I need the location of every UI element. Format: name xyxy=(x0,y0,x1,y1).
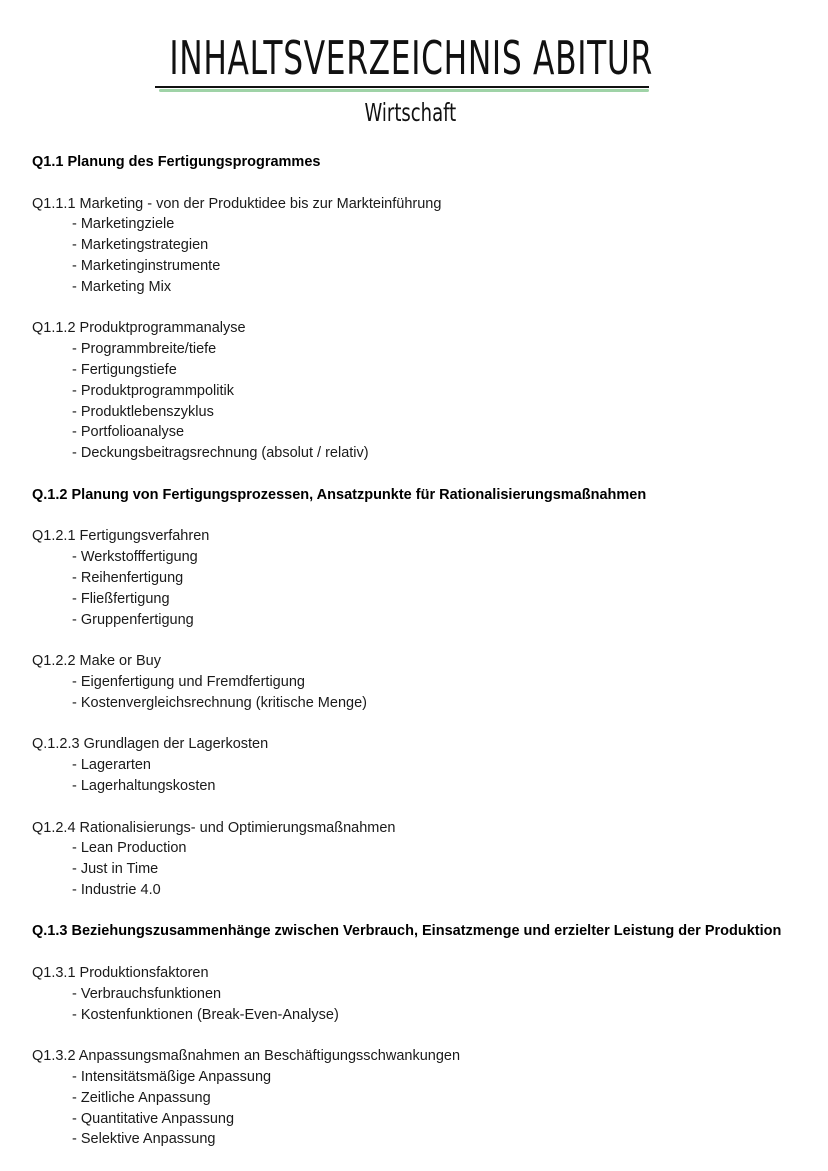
list-item: - Marketingziele xyxy=(72,216,175,233)
document-title: INHALTSVERZEICHNIS ABITUR xyxy=(169,31,653,85)
spacer xyxy=(32,1025,822,1046)
spacer xyxy=(32,506,822,527)
spacer xyxy=(32,901,822,922)
spacer xyxy=(32,464,822,485)
spacer xyxy=(32,298,822,319)
subsection-title: Q1.3.1 Produktionsfaktoren xyxy=(32,965,209,982)
list-item: - Kostenfunktionen (Break-Even-Analyse) xyxy=(72,1006,339,1023)
list-item: - Intensitätsmäßige Anpassung xyxy=(72,1069,272,1086)
subsection-title: Q1.3.2 Anpassungsmaßnahmen an Beschäftigungsschwankungen xyxy=(32,1048,461,1065)
subsection-title: Q1.2.2 Make or Buy xyxy=(32,653,161,670)
list-item: - Industrie 4.0 xyxy=(72,881,161,898)
list-item: - Kostenvergleichsrechnung (kritische Menge) xyxy=(72,694,367,711)
section-heading: Q.1.3 Beziehungszusammenhänge zwischen Verbrauch, Einsatzmenge und erzielter Leistung der Produktion xyxy=(32,923,782,940)
list-item: - Fließfertigung xyxy=(72,590,170,607)
spacer xyxy=(32,630,822,651)
list-item: - Marketinginstrumente xyxy=(72,257,221,274)
list-item: - Quantitative Anpassung xyxy=(72,1110,235,1127)
list-item: - Deckungsbeitragsrechnung (absolut / relativ) xyxy=(72,445,369,462)
document-subtitle: Wirtschaft xyxy=(364,98,457,127)
subsection-title: Q1.2.4 Rationalisierungs- und Optimierungsmaßnahmen xyxy=(32,819,396,836)
subsection-title: Q1.1.1 Marketing - von der Produktidee bis zur Markteinführung xyxy=(32,195,442,212)
section-heading: Q.1.2 Planung von Fertigungsprozessen, Ansatzpunkte für Rationalisierungsmaßnahmen xyxy=(32,486,647,503)
section-heading: Q1.1 Planung des Fertigungsprogrammes xyxy=(32,154,321,170)
spacer xyxy=(32,714,822,735)
title-accent-stroke xyxy=(159,89,649,92)
list-item: - Selektive Anpassung xyxy=(72,1131,216,1148)
list-item: - Lagerarten xyxy=(72,757,151,774)
table-of-contents xyxy=(32,152,822,1150)
list-item: - Verbrauchsfunktionen xyxy=(72,985,222,1002)
list-item: - Lean Production xyxy=(72,840,187,857)
spacer xyxy=(32,173,822,194)
list-item: - Zeitliche Anpassung xyxy=(72,1089,211,1106)
subsection-title: Q1.1.2 Produktprogrammanalyse xyxy=(32,320,246,337)
list-item: - Marketingstrategien xyxy=(72,237,209,254)
list-item: - Reihenfertigung xyxy=(72,569,184,586)
list-item: - Lagerhaltungskosten xyxy=(72,777,216,794)
list-item: - Just in Time xyxy=(72,861,159,878)
list-item: - Eigenfertigung und Fremdfertigung xyxy=(72,673,305,690)
spacer xyxy=(32,797,822,818)
list-item: - Produktlebenszyklus xyxy=(72,403,214,420)
list-item: - Gruppenfertigung xyxy=(72,611,194,628)
subsection-title: Q1.2.1 Fertigungsverfahren xyxy=(32,528,210,545)
subsection-title: Q.1.2.3 Grundlagen der Lagerkosten xyxy=(32,736,269,753)
list-item: - Produktprogrammpolitik xyxy=(72,382,234,399)
title-underline xyxy=(155,86,649,88)
list-item: - Fertigungstiefe xyxy=(72,361,177,378)
list-item: - Programmbreite/tiefe xyxy=(72,341,217,358)
spacer xyxy=(32,942,822,963)
list-item: - Werkstofffertigung xyxy=(72,549,198,566)
list-item: - Portfolioanalyse xyxy=(72,424,185,441)
list-item: - Marketing Mix xyxy=(72,278,172,295)
